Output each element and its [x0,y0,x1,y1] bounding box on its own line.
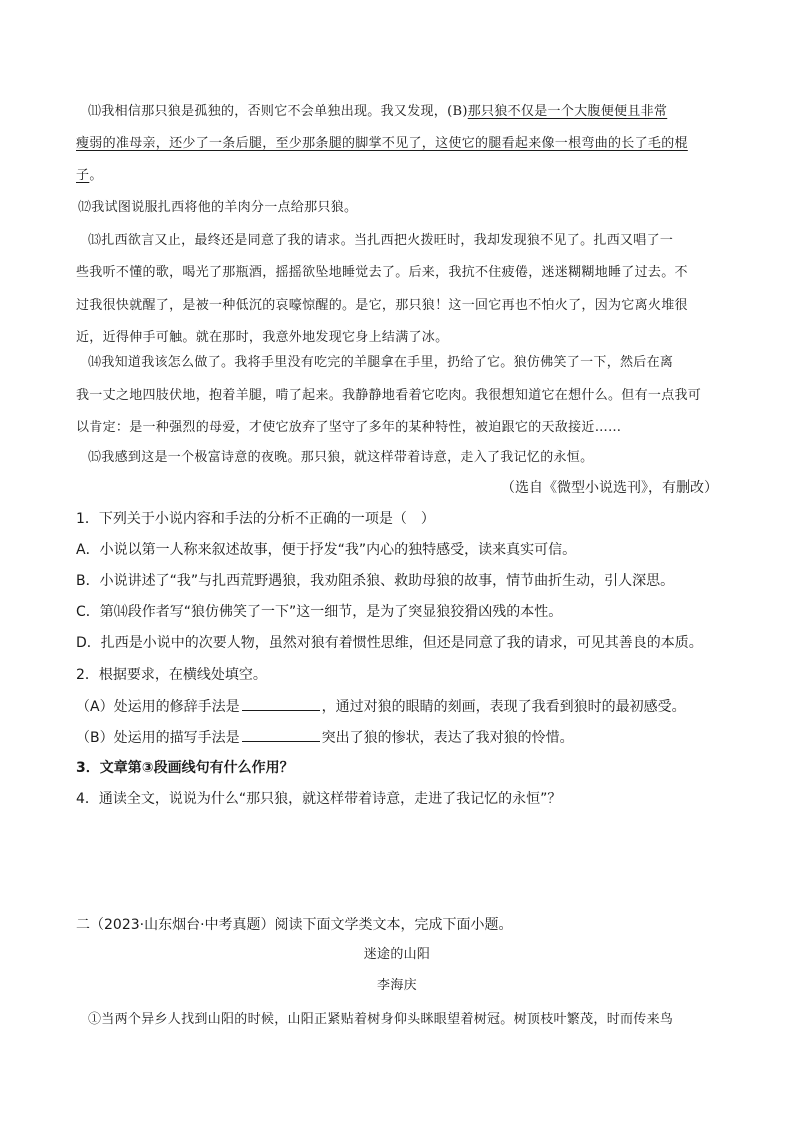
question-1-option-a: A．小说以第一人称来叙述故事，便于抒发“我”内心的独特感受，读来真实可信。 [76,542,577,558]
section-2-paragraph-1: ①当两个异乡人找到山阳的时候，山阳正紧贴着树身仰头眯眼望着树冠。树顶枝叶繁茂，时而传来鸟 [88,1012,674,1027]
answer-blank-a[interactable] [242,698,320,711]
question-4: 4．通读全文，说说为什么“那只狼，就这样带着诗意，走进了我记忆的永恒”？ [76,791,562,807]
period: 。 [89,168,103,183]
question-3: 3．文章第③段画线句有什么作用？ [76,760,294,776]
paragraph-12: ⑿我试图说服扎西将他的羊肉分一点给那只狼。 [78,200,358,215]
question-2-a [76,698,686,715]
paragraph-14-line-3: 以肯定：是一种强烈的母爱，才使它放弃了坚守了多年的某种特性，被迫跟它的天敌接近…… [76,420,622,435]
question-2-a-suffix: ，通过对狼的眼睛的刻画，表现了我看到狼时的最初感受。 [321,699,686,715]
answer-blank-b[interactable] [242,729,320,742]
question-2-b-prefix: （B）处运用的描写手法是 [76,730,240,746]
paragraph-14-line-2: 我一丈之地四肢伏地，抱着羊腿，啃了起来。我静静地看着它吃肉。我很想知道它在想什么。但有一点我可 [76,388,702,403]
paragraph-13-line-1: ⒀扎西欲言又止，最终还是同意了我的请求。当扎西把火拨旺时，我却发现狼不见了。扎西又唱了一 [88,233,674,248]
question-2-b-suffix: 突出了狼的惨状，表达了我对狼的怜惜。 [321,730,574,746]
source-note: （选自《微型小说选刊》，有删改） [501,480,718,496]
section-2-heading: 二（2023·山东烟台·中考真题）阅读下面文学类文本，完成下面小题。 [76,917,513,933]
question-2: 2．根据要求，在横线处填空。 [76,667,267,683]
paragraph-11-line-2: 瘦弱的准母亲，还少了一条后腿，至少那条腿的脚掌不见了，这使它的腿看起来像一根弯曲的长了毛的棍 [76,136,688,151]
question-1: 1．下列关于小说内容和手法的分析不正确的一项是（ ） [76,511,435,527]
question-2-b [76,729,574,746]
underlined-sentence-b: 那只狼不仅是一个大腹便便且非常 [467,104,668,119]
paragraph-14-line-1: ⒁我知道我该怎么做了。我将手里没有吃完的羊腿拿在手里，扔给了它。狼仿佛笑了一下，然后在离 [88,355,674,370]
paragraph-13-line-2: 些我听不懂的歌，喝光了那瓶酒，摇摇欲坠地睡觉去了。后来，我抗不住疲倦，迷迷糊糊地睡了过去。不 [76,265,688,280]
paragraph-11-line-1 [88,104,667,120]
question-2-a-prefix: （A）处运用的修辞手法是 [76,699,240,715]
section-2-author: 李海庆 [377,978,417,993]
paragraph-11-line-3 [76,168,103,184]
paragraph-11-text: ⑾我相信那只狼是孤独的，否则它不会单独出现。我又发现， [88,104,448,119]
question-1-option-d: D．扎西是小说中的次要人物，虽然对狼有着惯性思维，但还是同意了我的请求，可见其善良的本质。 [76,635,703,651]
question-1-option-b: B．小说讲述了“我”与扎西荒野遇狼，我劝阻杀狼、救助母狼的故事，情节曲折生动，引人深思。 [76,573,675,589]
paragraph-13-line-4: 近，近得伸手可触。就在那时，我意外地发现它身上结满了冰。 [76,330,449,345]
underlined-end: 子 [76,168,90,183]
question-1-option-c: C．第⒁段作者写“狼仿佛笑了一下”这一细节，是为了突显狼狡猾凶残的本性。 [76,604,563,620]
paragraph-13-line-3: 过我很快就醒了，是被一种低沉的哀嚎惊醒的。是它，那只狼！这一回它再也不怕火了，因为它离火堆很 [76,298,688,313]
marker-b: (B) [447,104,468,119]
paragraph-15: ⒂我感到这是一个极富诗意的夜晚。那只狼，就这样带着诗意，走入了我记忆的永恒。 [88,450,594,465]
section-2-title: 迷途的山阳 [363,947,431,962]
